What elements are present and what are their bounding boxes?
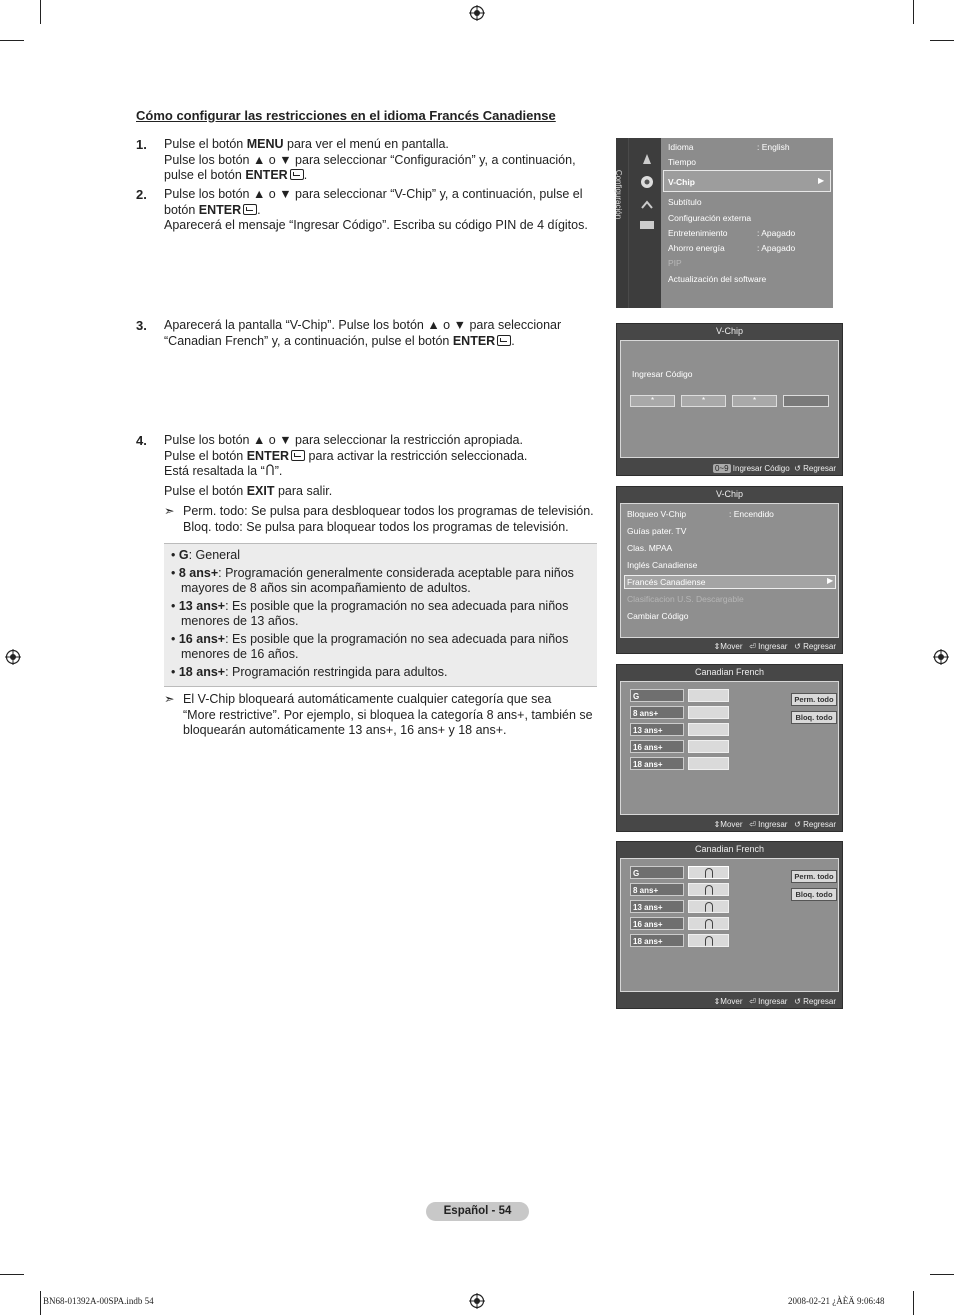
side-label: Configuración <box>614 169 624 220</box>
menu-item-pip: PIP <box>668 258 682 268</box>
updown-icon: ⇕ <box>713 642 721 651</box>
step-4-number: 4. <box>136 433 147 448</box>
rating-row-g[interactable]: G <box>630 689 684 702</box>
note-perm-bloq: ➣ Perm. todo: Se pulsa para desbloquear todos los programas de televisión. Bloq. todo: Se pulsa para bloquear todos los programas de televisión. <box>164 504 594 534</box>
rating-lock-box[interactable] <box>688 900 729 913</box>
step-2-number: 2. <box>136 187 147 202</box>
crop-mark <box>913 0 914 24</box>
lock-icon <box>705 919 713 929</box>
screen-vchip-menu <box>616 486 843 654</box>
registration-mark-icon <box>5 649 21 665</box>
menu-item-value: : English <box>757 142 790 152</box>
updown-icon: ⇕ <box>713 820 721 829</box>
allow-all-button[interactable]: Perm. todo <box>791 870 837 883</box>
menu-item-vchip[interactable]: V-Chip <box>668 177 695 187</box>
return-icon: ↺ <box>794 642 801 651</box>
rating-row-8[interactable]: 8 ans+ <box>630 706 684 719</box>
block-all-button[interactable]: Bloq. todo <box>791 711 837 724</box>
step-4-text: Pulse los botón ▲ o ▼ para seleccionar la restricción apropiada. Pulse el botón ENTER para activar la restricción seleccionada. Está resaltada la “ ”. Pulse el botón EXIT para salir. <box>164 433 528 498</box>
screen-config-menu <box>616 138 833 308</box>
input-icon <box>639 219 655 231</box>
crop-mark <box>913 1291 914 1315</box>
menu-item-entretenimiento[interactable]: Entretenimiento <box>668 228 728 238</box>
rating-lock-box[interactable] <box>688 723 729 736</box>
code-digit-1[interactable]: * <box>630 395 675 407</box>
rating-row-18[interactable]: 18 ans+ <box>630 934 684 947</box>
antenna-icon <box>640 198 654 210</box>
screen-footer: ⇕Mover ⏎ Ingresar ↺ Regresar <box>713 642 836 651</box>
note-arrow-icon: ➣ <box>164 504 175 518</box>
menu-item-actualizacion[interactable]: Actualización del software <box>668 274 767 284</box>
rating-lock-box[interactable] <box>688 866 729 879</box>
crop-mark <box>40 1291 41 1315</box>
lock-icon <box>705 936 713 946</box>
menu-item-value: : Apagado <box>757 228 796 238</box>
rating-row-13[interactable]: 13 ans+ <box>630 723 684 736</box>
rating-lock-box[interactable] <box>688 757 729 770</box>
registration-mark-icon <box>933 649 949 665</box>
vchip-item-ingles[interactable]: Inglés Canadiense <box>627 560 698 570</box>
crop-mark <box>40 0 41 24</box>
vchip-item-guias[interactable]: Guías pater. TV <box>627 526 687 536</box>
lock-icon <box>705 868 713 878</box>
crop-mark <box>0 40 24 41</box>
enter-icon <box>291 450 305 461</box>
rating-lock-box[interactable] <box>688 706 729 719</box>
menu-item-config-externa[interactable]: Configuración externa <box>668 213 752 223</box>
list-item: • G: General <box>171 548 241 562</box>
allow-all-button[interactable]: Perm. todo <box>791 693 837 706</box>
return-icon: ↺ <box>794 464 801 473</box>
vchip-item-cambiar-codigo[interactable]: Cambiar Código <box>627 611 689 621</box>
print-timestamp: 2008-02-21 ¿ÀÈÄ 9:06:48 <box>788 1296 885 1306</box>
print-file-info: BN68-01392A-00SPA.indb 54 <box>43 1296 154 1306</box>
vchip-item-mpaa[interactable]: Clas. MPAA <box>627 543 673 553</box>
rating-row-16[interactable]: 16 ans+ <box>630 917 684 930</box>
screen-canadian-french-unlocked <box>616 664 843 832</box>
picture-icon <box>640 152 654 166</box>
screen-title: Canadian French <box>694 844 765 854</box>
rating-lock-box[interactable] <box>688 934 729 947</box>
note-more-restrictive: ➣ El V-Chip bloqueará automáticamente cualquier categoría que sea “More restrictive”. Por ejemplo, si bloquea la categoría 8 ans+, también se bloquearán automáticamente 13 ans+, 16 ans+ y 18 ans+. <box>164 692 593 737</box>
enter-icon: ⏎ <box>749 997 756 1006</box>
digit-key-icon: 0~9 <box>714 464 729 473</box>
screen-title: Canadian French <box>694 667 765 677</box>
step-3-text: Aparecerá la pantalla “V-Chip”. Pulse los botón ▲ o ▼ para seleccionar “Canadian French” y, a continuación, pulse el botón ENTER . <box>164 318 562 348</box>
enter-icon: ⏎ <box>749 642 756 651</box>
return-icon: ↺ <box>794 820 801 829</box>
menu-item-idioma[interactable]: Idioma <box>668 142 694 152</box>
list-item: • 16 ans+: Es posible que la programación no sea adecuada para niños menores de 16 años. <box>171 631 569 661</box>
rating-lock-box[interactable] <box>688 740 729 753</box>
menu-item-value: : Apagado <box>757 243 796 253</box>
step-3-number: 3. <box>136 318 147 333</box>
screen-enter-code <box>616 323 843 476</box>
arrow-right-icon: ▶ <box>818 176 825 185</box>
registration-mark-icon <box>469 1293 485 1309</box>
step-1-text: Pulse el botón MENU para ver el menú en pantalla. Pulse los botón ▲ o ▼ para seleccionar “Configuración” y, a continuación, pulse el botón ENTER . <box>164 137 576 182</box>
rating-row-g[interactable]: G <box>630 866 684 879</box>
enter-icon: ⏎ <box>749 820 756 829</box>
lock-icon <box>265 464 275 476</box>
vchip-item-value: : Encendido <box>729 509 774 519</box>
step-2-text: Pulse los botón ▲ o ▼ para seleccionar “V-Chip” y, a continuación, pulse el botón ENTER . Aparecerá el mensaje “Ingresar Código”. Escriba su código PIN de 4 dígitos. <box>164 187 588 232</box>
code-digit-2[interactable]: * <box>681 395 726 407</box>
screen-canadian-french-locked <box>616 841 843 1009</box>
vchip-item-frances[interactable]: Francés Canadiense <box>627 577 706 587</box>
menu-item-ahorro[interactable]: Ahorro energía <box>668 243 725 253</box>
ratings-list <box>171 548 596 680</box>
enter-icon <box>497 335 511 346</box>
crop-mark <box>930 1274 954 1275</box>
screen-title: V-Chip <box>715 326 743 336</box>
rating-row-13[interactable]: 13 ans+ <box>630 900 684 913</box>
screen-panel <box>620 858 839 992</box>
rating-row-16[interactable]: 16 ans+ <box>630 740 684 753</box>
code-digit-3[interactable]: * <box>732 395 777 407</box>
code-digit-4[interactable] <box>783 395 829 407</box>
crop-mark <box>0 1274 24 1275</box>
enter-icon <box>290 169 304 180</box>
arrow-right-icon: ▶ <box>827 576 834 585</box>
vchip-item-bloqueo[interactable]: Bloqueo V-Chip <box>627 509 687 519</box>
screen-panel <box>620 681 839 815</box>
return-icon: ↺ <box>794 997 801 1006</box>
lock-icon <box>705 902 713 912</box>
screen-title: V-Chip <box>715 489 743 499</box>
enter-icon <box>243 204 257 215</box>
updown-icon: ⇕ <box>713 997 721 1006</box>
screen-footer: ⇕Mover ⏎ Ingresar ↺ Regresar <box>713 820 836 829</box>
list-item: • 8 ans+: Programación generalmente considerada aceptable para niños mayores de 8 años sin acompañamiento de adultos. <box>171 565 574 595</box>
lock-icon <box>705 885 713 895</box>
code-prompt: Ingresar Código <box>632 369 693 379</box>
gear-icon <box>638 173 656 191</box>
rating-row-8[interactable]: 8 ans+ <box>630 883 684 896</box>
screen-panel <box>620 503 839 638</box>
list-item: • 13 ans+: Es posible que la programación no sea adecuada para niños menores de 13 años. <box>171 598 569 628</box>
screen-panel <box>620 340 839 458</box>
list-item: • 18 ans+: Programación restringida para adultos. <box>171 664 448 679</box>
rating-lock-box[interactable] <box>688 883 729 896</box>
rating-lock-box[interactable] <box>688 689 729 702</box>
page-number-label: Español - 54 <box>426 1202 529 1221</box>
rating-lock-box[interactable] <box>688 917 729 930</box>
screen-footer: 0~9 Ingresar Código ↺ Regresar <box>714 464 836 473</box>
block-all-button[interactable]: Bloq. todo <box>791 888 837 901</box>
vchip-item-descargable: Clasificacion U.S. Descargable <box>627 594 744 604</box>
screen-footer: ⇕Mover ⏎ Ingresar ↺ Regresar <box>713 997 836 1006</box>
registration-mark-icon <box>469 5 485 21</box>
rating-row-18[interactable]: 18 ans+ <box>630 757 684 770</box>
menu-item-subtitulo[interactable]: Subtítulo <box>668 197 702 207</box>
menu-item-tiempo[interactable]: Tiempo <box>668 157 697 167</box>
step-1-number: 1. <box>136 137 147 152</box>
crop-mark <box>930 40 954 41</box>
section-heading: Cómo configurar las restricciones en el idioma Francés Canadiense <box>136 108 556 123</box>
note-arrow-icon: ➣ <box>164 692 175 706</box>
